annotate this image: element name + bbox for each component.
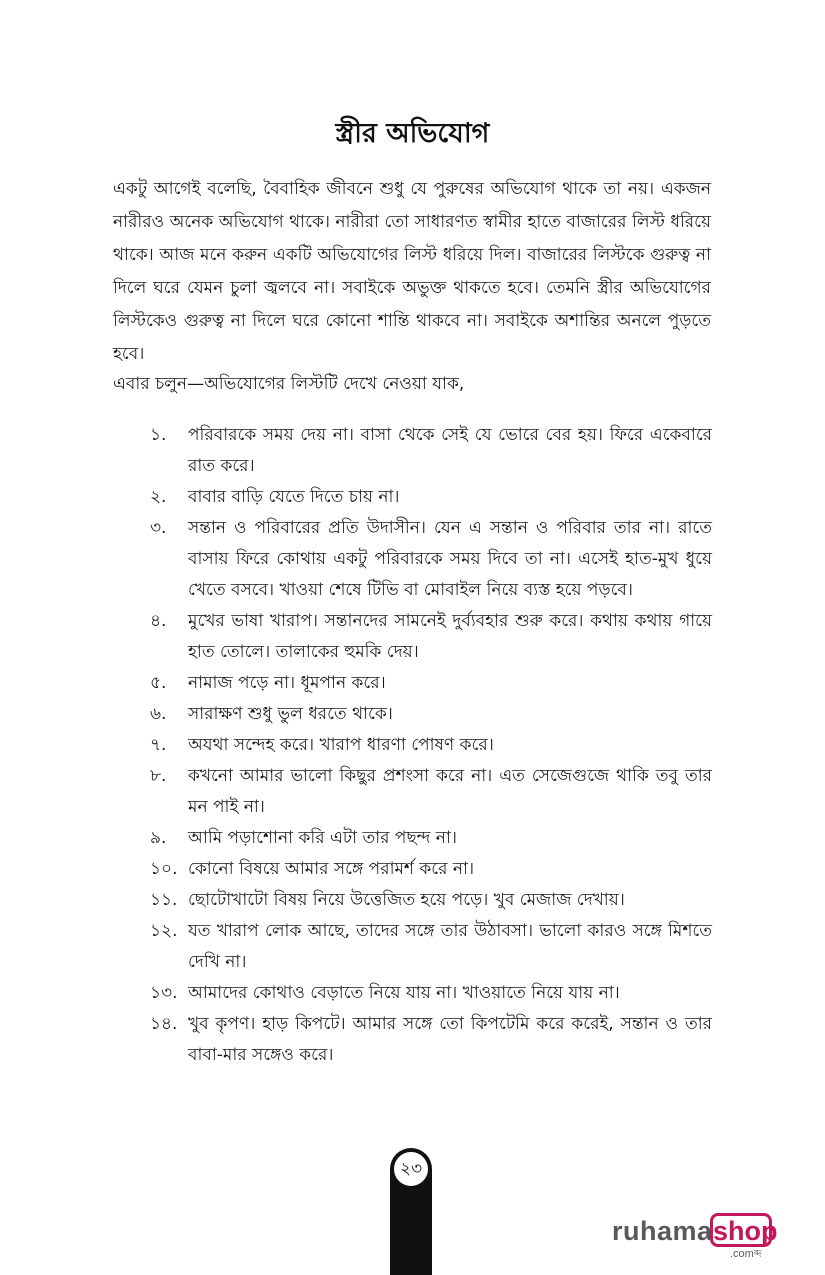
item-number: ৫. bbox=[150, 673, 167, 693]
page-number: ২৩ bbox=[392, 1150, 430, 1188]
intro-paragraph: একটু আগেই বলেছি, বৈবাহিক জীবনে শুধু যে পুরুষের অভিযোগ থাকে তা নয়। একজন নারীরও অনেক অভিযোগ থাকে। নারীরা তো সাধারণত স্বামীর হাতে বাজারের লিস্ট ধরিয়ে থাকে। আজ মনে করুন একটি অভিযোগের লিস্ট ধরিয়ে দিল। বাজারের লিস্টকে গুরুত্ব না দিলে ঘরে যেমন চুলা জ্বলবে না। সবাইকে অভুক্ত থাকতে হবে। তেমনি স্ত্রীর অভিযোগের লিস্টকেও গুরুত্ব না দিলে ঘরে কোনো শান্তি থাকবে না। সবাইকে অশান্তির অনলে পুড়তে হবে। bbox=[113, 179, 711, 364]
list-item bbox=[150, 606, 712, 668]
item-text: সারাক্ষণ শুধু ভুল ধরতে থাকে। bbox=[188, 704, 393, 724]
list-item bbox=[150, 668, 712, 699]
list-item bbox=[150, 978, 712, 1009]
chapter-title: স্ত্রীর অভিযোগ bbox=[335, 118, 490, 149]
lead-sentence: এবার চলুন—অভিযোগের লিস্টটি দেখে নেওয়া যাক, bbox=[113, 374, 465, 394]
item-text: পরিবারকে সময় দেয় না। বাসা থেকে সেই যে ভোরে বের হয়। ফিরে একেবারে রাত করে। bbox=[188, 425, 712, 476]
item-number: ১. bbox=[150, 425, 167, 445]
item-text: আমি পড়াশোনা করি এটা তার পছন্দ না। bbox=[188, 828, 457, 848]
item-number: ১৪. bbox=[150, 1014, 178, 1034]
item-number: ১১. bbox=[150, 890, 178, 910]
item-text: সন্তান ও পরিবারের প্রতি উদাসীন। যেন এ সন্তান ও পরিবার তার না। রাতে বাসায় ফিরে কোথায় একটু পরিবারকে সময় দিবে তা না। এসেই হাত-মুখ ধুয়ে খেতে বসবে। খাওয়া শেষে টিভি বা মোবাইল নিয়ে ব্যস্ত হয়ে পড়বে। bbox=[188, 518, 712, 600]
list-item bbox=[150, 916, 712, 978]
item-text: কখনো আমার ভালো কিছুর প্রশংসা করে না। এত সেজেগুজে থাকি তবু তার মন পাই না। bbox=[188, 766, 712, 817]
logo-text-suffix: .comব্দ bbox=[730, 1248, 762, 1260]
list-item bbox=[150, 420, 712, 482]
list-item bbox=[150, 885, 712, 916]
list-item bbox=[150, 1009, 712, 1071]
list-item bbox=[150, 823, 712, 854]
list-item bbox=[150, 761, 712, 823]
item-text: কোনো বিষয়ে আমার সঙ্গে পরামর্শ করে না। bbox=[188, 859, 475, 879]
item-text: খুব কৃপণ। হাড় কিপটে। আমার সঙ্গে তো কিপটেমি করে করেই, সন্তান ও তার বাবা-মার সঙ্গেও করে। bbox=[188, 1014, 712, 1065]
list-item bbox=[150, 854, 712, 885]
list-item bbox=[150, 513, 712, 606]
item-number: ১০. bbox=[150, 859, 178, 879]
item-text: অযথা সন্দেহ করে। খারাপ ধারণা পোষণ করে। bbox=[188, 735, 494, 755]
list-item bbox=[150, 699, 712, 730]
item-text: মুখের ভাষা খারাপ। সন্তানদের সামনেই দুর্ব্যবহার শুরু করে। কথায় কথায় গায়ে হাত তোলে। তালাকের হুমকি দেয়। bbox=[188, 611, 712, 662]
logo-text-ruhama: ruhama bbox=[612, 1216, 713, 1246]
item-text: বাবার বাড়ি যেতে দিতে চায় না। bbox=[188, 487, 400, 507]
item-text: ছোটোখাটো বিষয় নিয়ে উত্তেজিত হয়ে পড়ে। খুব মেজাজ দেখায়। bbox=[188, 890, 625, 910]
item-number: ৮. bbox=[150, 766, 167, 786]
list-item bbox=[150, 730, 712, 761]
item-text: যত খারাপ লোক আছে, তাদের সঙ্গে তার উঠাবসা। ভালো কারও সঙ্গে মিশতে দেখি না। bbox=[188, 921, 712, 972]
logo-text-shop: shop bbox=[713, 1216, 778, 1246]
item-number: ১২. bbox=[150, 921, 178, 941]
item-text: আমাদের কোথাও বেড়াতে নিয়ে যায় না। খাওয়াতে নিয়ে যায় না। bbox=[188, 983, 620, 1003]
list-item bbox=[150, 482, 712, 513]
item-number: ৩. bbox=[150, 518, 167, 538]
complaint-list bbox=[150, 420, 712, 1071]
item-number: ৪. bbox=[150, 611, 167, 631]
item-number: ৭. bbox=[150, 735, 167, 755]
item-number: ২. bbox=[150, 487, 167, 507]
ruhamashop-logo bbox=[612, 1210, 782, 1258]
item-number: ১৩. bbox=[150, 983, 178, 1003]
item-text: নামাজ পড়ে না। ধূমপান করে। bbox=[188, 673, 386, 693]
item-number: ৯. bbox=[150, 828, 167, 848]
item-number: ৬. bbox=[150, 704, 167, 724]
